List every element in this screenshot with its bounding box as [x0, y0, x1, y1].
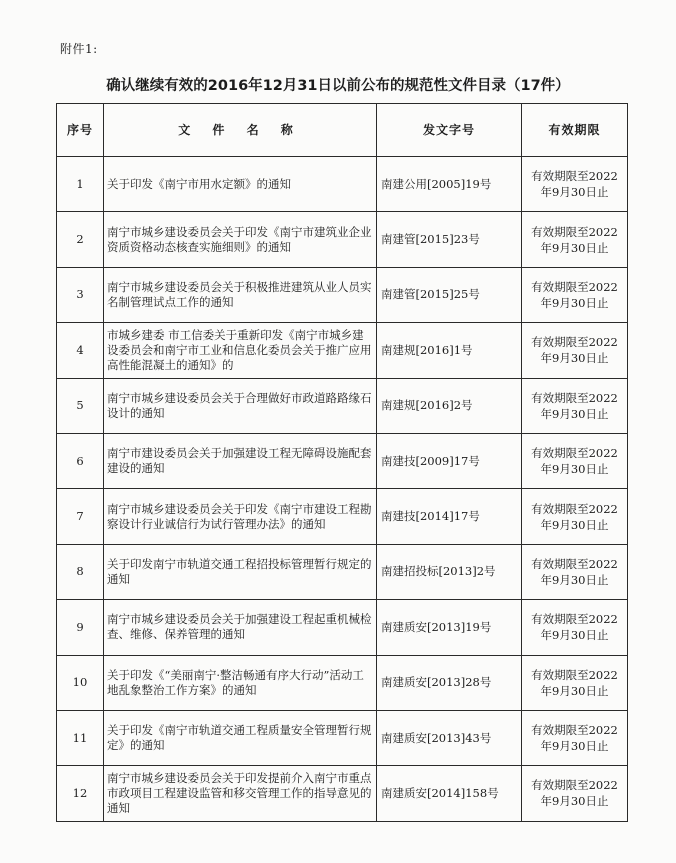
row-no: 12	[57, 766, 104, 821]
row-name: 南宁市城乡建设委员会关于印发《南宁市建设工程勘察设计行业诚信行为试行管理办法》的通知	[104, 489, 377, 544]
row-no: 8	[57, 544, 104, 599]
table-row	[57, 267, 628, 322]
valid-line-1: 有效期限至2022	[531, 667, 618, 682]
valid-line-2: 年9月30日止	[540, 517, 609, 532]
row-valid	[522, 433, 628, 488]
row-valid	[522, 267, 628, 322]
valid-line-2: 年9月30日止	[540, 295, 609, 310]
row-name: 市城乡建委 市工信委关于重新印发《南宁市城乡建设委员会和南宁市工业和信息化委员会关于推广应用高性能混凝土的通知》的	[104, 323, 377, 378]
row-no: 2	[57, 212, 104, 267]
valid-line-1: 有效期限至2022	[531, 390, 618, 405]
valid-line-2: 年9月30日止	[540, 628, 609, 643]
valid-line-1: 有效期限至2022	[531, 224, 618, 239]
header-code: 发文字号	[377, 104, 522, 157]
row-valid	[522, 710, 628, 765]
row-valid	[522, 766, 628, 821]
row-code: 南建质安[2013]19号	[377, 600, 522, 655]
row-valid	[522, 600, 628, 655]
row-valid	[522, 544, 628, 599]
row-valid	[522, 378, 628, 433]
document-title: 确认继续有效的2016年12月31日以前公布的规范性文件目录（17件）	[106, 78, 570, 94]
documents-table	[56, 103, 628, 822]
row-name: 南宁市城乡建设委员会关于合理做好市政道路路缘石设计的通知	[104, 378, 377, 433]
row-code: 南建规[2016]1号	[377, 323, 522, 378]
valid-line-2: 年9月30日止	[540, 572, 609, 587]
valid-line-2: 年9月30日止	[540, 185, 609, 200]
row-valid	[522, 157, 628, 212]
valid-line-1: 有效期限至2022	[531, 612, 618, 627]
row-no: 4	[57, 323, 104, 378]
table-header-row	[57, 104, 628, 157]
row-code: 南建技[2009]17号	[377, 433, 522, 488]
table-row	[57, 212, 628, 267]
table-row	[57, 323, 628, 378]
attachment-label: 附件1:	[60, 42, 98, 56]
valid-line-1: 有效期限至2022	[531, 556, 618, 571]
row-no: 5	[57, 378, 104, 433]
row-valid	[522, 489, 628, 544]
row-no: 6	[57, 433, 104, 488]
row-name: 南宁市建设委员会关于加强建设工程无障碍设施配套建设的通知	[104, 433, 377, 488]
table-row	[57, 157, 628, 212]
valid-line-1: 有效期限至2022	[531, 501, 618, 516]
row-name: 南宁市城乡建设委员会关于印发《南宁市建筑业企业资质资格动态核查实施细则》的通知	[104, 212, 377, 267]
table-row	[57, 433, 628, 488]
valid-line-2: 年9月30日止	[540, 406, 609, 421]
row-code: 南建规[2016]2号	[377, 378, 522, 433]
valid-line-1: 有效期限至2022	[531, 169, 618, 184]
row-name: 关于印发《“美丽南宁·整洁畅通有序大行动”活动工地乱象整治工作方案》的通知	[104, 655, 377, 710]
valid-line-2: 年9月30日止	[540, 794, 609, 809]
table-row	[57, 655, 628, 710]
valid-line-2: 年9月30日止	[540, 462, 609, 477]
row-name: 南宁市城乡建设委员会关于积极推进建筑从业人员实名制管理试点工作的通知	[104, 267, 377, 322]
table-row	[57, 710, 628, 765]
row-code: 南建质安[2013]28号	[377, 655, 522, 710]
header-name: 文 件 名 称	[104, 104, 377, 157]
valid-line-2: 年9月30日止	[540, 683, 609, 698]
row-name: 南宁市城乡建设委员会关于加强建设工程起重机械检查、维修、保养管理的通知	[104, 600, 377, 655]
row-valid	[522, 655, 628, 710]
row-code: 南建质安[2014]158号	[377, 766, 522, 821]
row-code: 南建管[2015]25号	[377, 267, 522, 322]
valid-line-2: 年9月30日止	[540, 351, 609, 366]
valid-line-1: 有效期限至2022	[531, 778, 618, 793]
row-name: 关于印发《南宁市轨道交通工程质量安全管理暂行规定》的通知	[104, 710, 377, 765]
row-valid	[522, 212, 628, 267]
row-no: 3	[57, 267, 104, 322]
valid-line-1: 有效期限至2022	[531, 723, 618, 738]
row-no: 11	[57, 710, 104, 765]
row-no: 1	[57, 157, 104, 212]
header-valid: 有效期限	[522, 104, 628, 157]
row-name: 关于印发南宁市轨道交通工程招投标管理暂行规定的通知	[104, 544, 377, 599]
valid-line-1: 有效期限至2022	[531, 335, 618, 350]
row-name: 关于印发《南宁市用水定额》的通知	[104, 157, 377, 212]
row-code: 南建公用[2005]19号	[377, 157, 522, 212]
row-code: 南建管[2015]23号	[377, 212, 522, 267]
row-name: 南宁市城乡建设委员会关于印发提前介入南宁市重点市政项目工程建设监管和移交管理工作的指导意见的通知	[104, 766, 377, 821]
row-code: 南建技[2014]17号	[377, 489, 522, 544]
table-row	[57, 766, 628, 821]
header-no: 序号	[57, 104, 104, 157]
table-row	[57, 600, 628, 655]
row-code: 南建质安[2013]43号	[377, 710, 522, 765]
row-code: 南建招投标[2013]2号	[377, 544, 522, 599]
table-row	[57, 544, 628, 599]
valid-line-2: 年9月30日止	[540, 739, 609, 754]
row-no: 7	[57, 489, 104, 544]
valid-line-1: 有效期限至2022	[531, 446, 618, 461]
row-no: 10	[57, 655, 104, 710]
table-row	[57, 378, 628, 433]
table-row	[57, 489, 628, 544]
row-valid	[522, 323, 628, 378]
row-no: 9	[57, 600, 104, 655]
valid-line-1: 有效期限至2022	[531, 279, 618, 294]
valid-line-2: 年9月30日止	[540, 240, 609, 255]
